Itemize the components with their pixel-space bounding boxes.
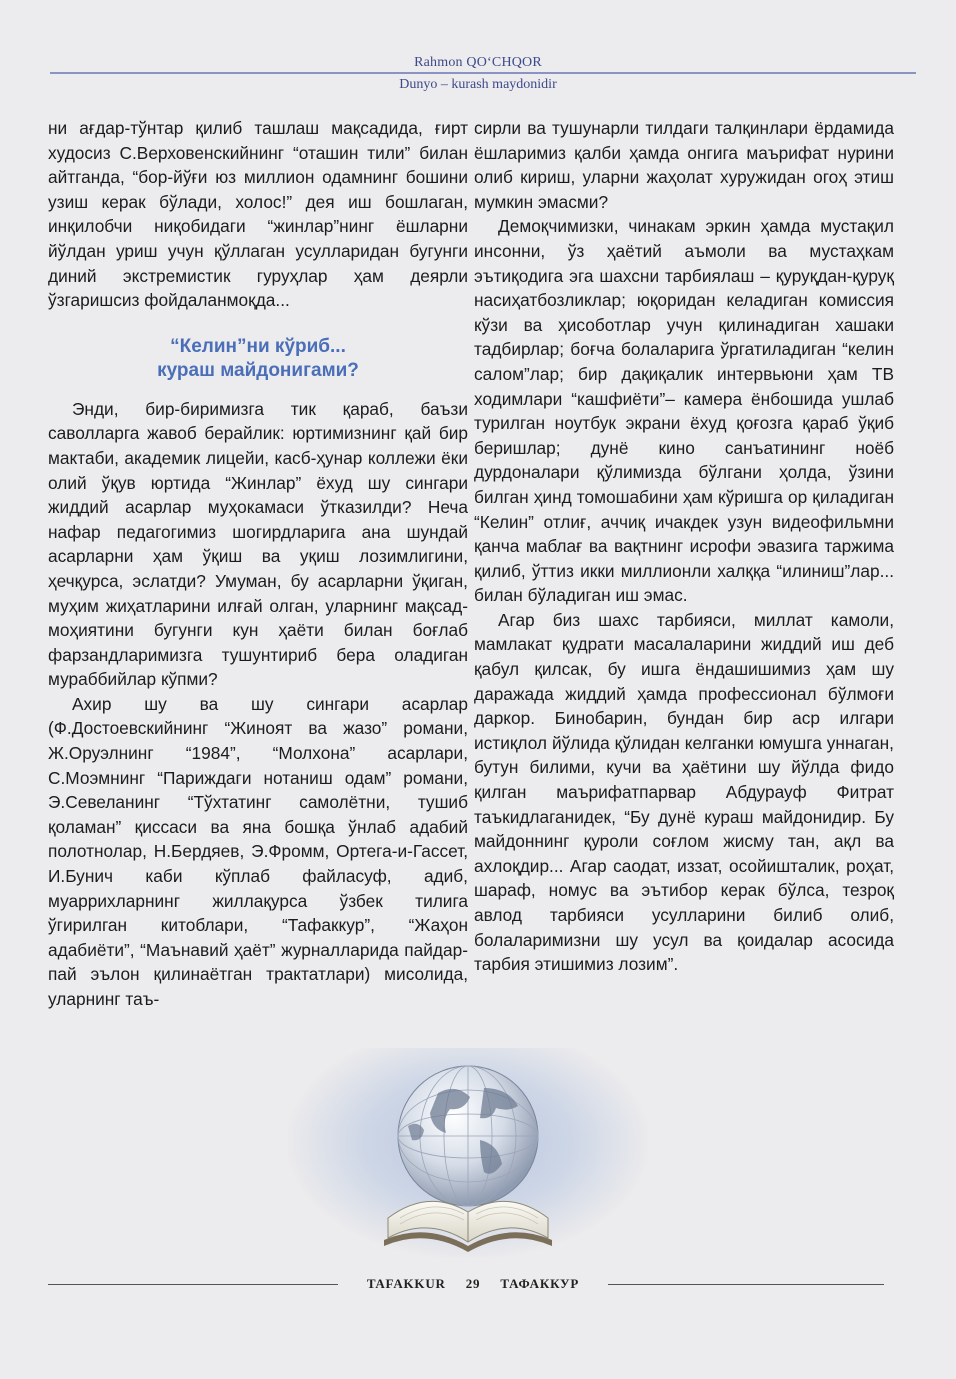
right-column [474, 116, 894, 977]
header-subtitle: Dunyo – kurash maydonidir [399, 77, 557, 92]
footer-magazine-cyrillic: ТАФАККУР [500, 1276, 580, 1291]
globe-book-illustration [288, 1048, 648, 1258]
open-book-icon [384, 1201, 552, 1252]
section-heading-line-2: кураш майдонигами? [157, 359, 359, 381]
footer-rule-left [48, 1284, 338, 1285]
section-heading-line-1: “Келин”ни кўриб... [170, 335, 346, 357]
left-paragraph-2: Энди, бир-биримизга тик қараб, баъзи саволларга жавоб берайлик: юртимизнинг қай бир мактаби, академик лицейи, касб-ҳунар коллежи ёки олий ўқув юртида “Жинлар” ёхуд шу сингари жиддий асарлар муҳокамаси ўтказилди? Неча нафар педагогимиз шогирдларига ана шундай асарларни ҳам ўқиш ва уқиш лозимлигини, ҳечқурса, эслатди? Умуман, бу асарларни ўқиган, муҳим жиҳатларини илғай олган, уларнинг мақсад-моҳиятини бугунги кун ҳаёти билан боғлаб фарзандларимизга тушунтириб бера оладиган мураббийлар кўпми? [48, 398, 468, 690]
left-paragraph-1: ни ағдар-тўнтар қилиб ташлаш мақсадида, ғирт худосиз С.Верховенскийнинг “оташин тили” билан айтганда, “бор-йўғи юз миллион одамнинг бошини узиш керак бўлади, холос!” дея иш бошлаган, инқилобчи ниқобидаги “жинлар”нинг ёшларни йўлдан уриш учун қўллаган усулларидан бугунги диний экстремистик гуруҳлар ҳам деярли ўзгаришсиз фойдаланмоқда... [48, 118, 468, 311]
page-footer [48, 1272, 884, 1296]
footer-magazine-latin: TAFAKKUR [366, 1276, 446, 1291]
header-author: Rahmon QO‘CHQOR [414, 55, 542, 70]
right-paragraph-3: Агар биз шахс тарбияси, миллат камоли, мамлакат қудрати масалаларини жиддий иш деб қабул қилсак, бу ишга ёндашишимиз ҳам шу даражада жиддий ҳамда профессионал бўлмоғи даркор. Бинобарин, бундан бир аср илгари истиқлол йўлида қўлидан келганки юмушга уннаган, бутун билими, кучи ва ҳаётини шу йўлда фидо қилган маърифатпарвар Абдурауф Фитрат таъкидлаганидек, “Бу дунё кураш майдонидир. Бу майдоннинг қуроли соғлом жисму тан, ақл ва ахлоқдир... Агар саодат, иззат, осойишталик, роҳат, шараф, номус ва эътибор керак бўлса, тезроқ авлод тарбияси усулларини билиб олиб, болаларимизни шу усул ва қоидалар асосида тарбия этишимиз лозим”. [474, 609, 894, 975]
left-paragraph-3: Ахир шу ва шу сингари асарлар (Ф.Достоевскийнинг “Жиноят ва жазо” романи, Ж.Оруэлнинг “1984”, “Молхона” асарлари, С.Моэмнинг “Париждаги нотаниш одам” романи, Э.Севеланинг “Тўхтатинг самолётни, тушиб қоламан” қиссаси ва яна бошқа ўнлаб адабий полотнолар, Н.Бердяев, Э.Фромм, Ортега-и-Гассет, И.Бунич каби кўплаб файласуф, адиб, муаррихларнинг жиллақурса ўзбек тилига ўгирилган китоблари, “Тафаккур”, “Жаҳон адабиёти”, “Маънавий ҳаёт” журналларида пайдар-пай эълон қилинаётган трактатлари) мисолида, уларнинг таъ- [48, 693, 468, 1009]
header-rule [50, 72, 916, 74]
page-number: 29 [465, 1276, 481, 1291]
right-paragraph-1: сирли ва тушунарли тилдаги талқинлари ёрдамида ёшларимиз қалби ҳамда онгига маърифат нурини олиб кириш, уларни жаҳолат хуружидан огоҳ этиш мумкин эмасми? [474, 118, 894, 212]
section-heading [48, 335, 468, 383]
running-header [40, 55, 916, 92]
footer-text [348, 1276, 598, 1292]
footer-rule-right [608, 1284, 884, 1285]
globe-icon [398, 1066, 538, 1206]
left-column [48, 116, 468, 1012]
right-paragraph-2: Демоқчимизки, чинакам эркин ҳамда мустақил инсонни, ўз ҳаётий аъмоли ва мустаҳкам эътиқодига эга шахсни тарбиялаш – қуруқдан-қуруқ насиҳатбозликлар; юқоридан келадиган комиссия кўзи ва ҳисоботлар учун қилинадиган хашаки тадбирлар; боғча болаларига ўргатиладиган “келин салом”лар; бир дақиқалик интервьюни ҳам ТВ ходимлари “кашфиёти”– камера ёнбошида ушлаб турилган ноутбук экрани ёхуд қоғозга қараб ўқиб беришлар; дунё кино санъатининг ноёб дурдоналари қўлимизда бўлгани ҳолда, ўзини билган ҳинд томошабини ҳам кўришга ор қиладиган “Келин” отлиғ, аччиқ ичакдек узун видеофильмни қанча маблағ ва вақтнинг исрофи эвазига таржима қилиб, ўттиз икки миллионли халққа “илиниш”лар... билан бўладиган иш эмас. [474, 216, 894, 606]
